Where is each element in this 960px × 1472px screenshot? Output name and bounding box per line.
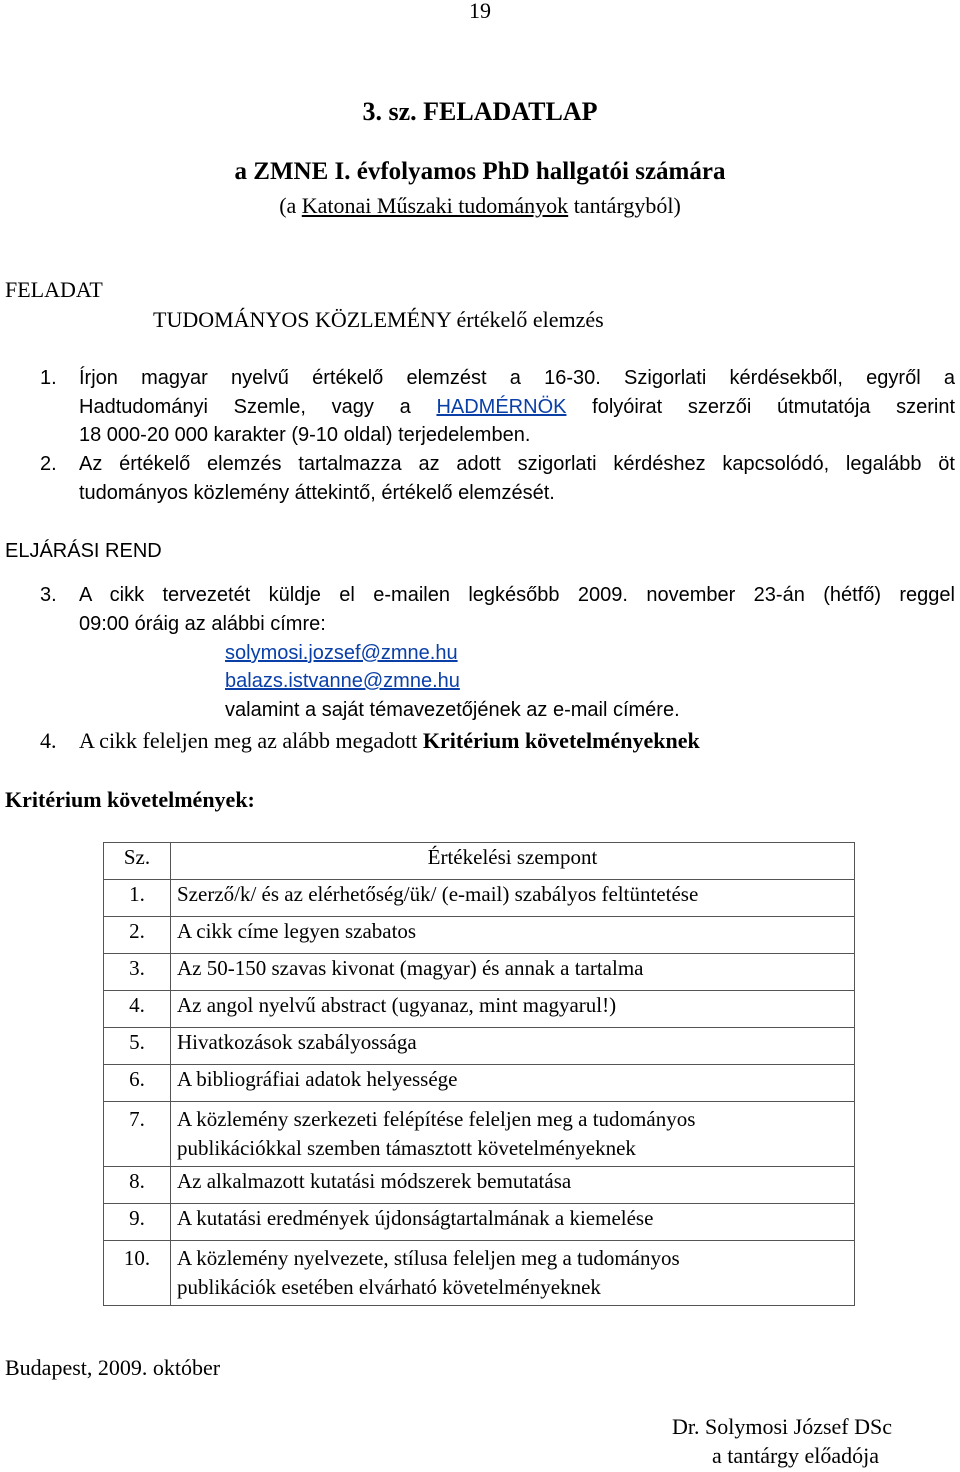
row-text: Az 50-150 szavas kivonat (magyar) és annak a tartalma — [171, 954, 855, 991]
item1-line1: Írjon magyar nyelvű értékelő elemzést a 16-30. Szigorlati kérdésekből, egyről a — [79, 367, 955, 389]
row-text-line2: publikációkkal szemben támasztott követelményeknek — [177, 1136, 636, 1160]
header-criterion: Értékelési szempont — [171, 843, 855, 880]
table-row — [104, 991, 855, 1028]
table-row — [104, 1028, 855, 1065]
signature-name: Dr. Solymosi József DSc — [672, 1414, 892, 1439]
row-number: 8. — [104, 1167, 171, 1204]
row-text: A bibliográfiai adatok helyessége — [171, 1065, 855, 1102]
place-date: Budapest, 2009. október — [5, 1355, 221, 1380]
table-row — [104, 1102, 855, 1167]
row-text: A kutatási eredmények újdonságtartalmának a kiemelése — [171, 1204, 855, 1241]
table-row — [104, 1167, 855, 1204]
table-row — [104, 1065, 855, 1102]
criteria-table — [103, 842, 855, 1306]
item1-line2 — [79, 396, 955, 419]
page-subtitle: a ZMNE I. évfolyamos PhD hallgatói számára — [234, 158, 726, 185]
header-number: Sz. — [104, 843, 171, 880]
item4-plain: A cikk feleljen meg az alább megadott — [79, 728, 423, 753]
item1-number: 1. — [40, 367, 57, 389]
item2-line1: Az értékelő elemzés tartalmazza az adott szigorlati kérdéshez kapcsolódó, legalább öt — [79, 453, 955, 475]
row-number: 6. — [104, 1065, 171, 1102]
item4-number: 4. — [40, 728, 57, 753]
row-number: 5. — [104, 1028, 171, 1065]
table-row — [104, 1204, 855, 1241]
row-number: 4. — [104, 991, 171, 1028]
email-link-balazs[interactable]: balazs.istvanne@zmne.hu — [225, 670, 460, 692]
section-task: FELADAT — [5, 277, 103, 302]
row-text: A cikk címe legyen szabatos — [171, 917, 855, 954]
subject-line — [0, 193, 960, 219]
row-text: Az angol nyelvű abstract (ugyanaz, mint magyarul!) — [171, 991, 855, 1028]
row-number: 7. — [104, 1102, 171, 1167]
hadmernok-link[interactable]: HADMÉRNÖK — [436, 396, 567, 418]
item3-number: 3. — [40, 584, 57, 606]
subject-prefix: (a — [279, 193, 302, 218]
table-row — [104, 917, 855, 954]
row-text-multiline — [171, 1102, 855, 1167]
row-number: 1. — [104, 880, 171, 917]
item3-line1: A cikk tervezetét küldje el e-mailen legkésőbb 2009. november 23-án (hétfő) reggel — [79, 584, 955, 606]
item1-line3: 18 000-20 000 karakter (9-10 oldal) terjedelemben. — [79, 424, 531, 446]
row-text-line1: A közlemény nyelvezete, stílusa feleljen meg a tudományos — [177, 1246, 680, 1270]
row-number: 3. — [104, 954, 171, 991]
item1-line2-suffix: folyóirat szerzői útmutatója szerint — [566, 396, 956, 418]
item2-line2: tudományos közlemény áttekintő, értékelő elemzését. — [79, 482, 555, 504]
item3-line2: 09:00 óráig az alábbi címre: — [79, 613, 326, 635]
criteria-heading: Kritérium követelmények: — [5, 787, 255, 812]
email-link-solymosi[interactable]: solymosi.jozsef@zmne.hu — [225, 642, 458, 664]
row-text: Hivatkozások szabályossága — [171, 1028, 855, 1065]
page-title: 3. sz. FELADATLAP — [362, 97, 598, 126]
signature-role: a tantárgy előadója — [712, 1443, 879, 1468]
task-title: TUDOMÁNYOS KÖZLEMÉNY értékelő elemzés — [153, 307, 604, 332]
table-row — [104, 1241, 855, 1306]
section-procedure: ELJÁRÁSI REND — [5, 540, 162, 562]
page-number: 19 — [469, 0, 491, 23]
item2-number: 2. — [40, 453, 57, 475]
row-text: Szerző/k/ és az elérhetőség/ük/ (e-mail) szabályos feltüntetése — [171, 880, 855, 917]
table-header-row — [104, 843, 855, 880]
table-row — [104, 880, 855, 917]
row-text-line1: A közlemény szerkezeti felépítése feleljen meg a tudományos — [177, 1107, 696, 1131]
item1-line2-prefix: Hadtudományi Szemle, vagy a — [79, 396, 437, 418]
row-text: Az alkalmazott kutatási módszerek bemutatása — [171, 1167, 855, 1204]
item4-text — [79, 728, 700, 754]
row-text-multiline — [171, 1241, 855, 1306]
subject-suffix: tantárgyból) — [568, 193, 681, 218]
row-number: 2. — [104, 917, 171, 954]
row-number: 9. — [104, 1204, 171, 1241]
row-number: 10. — [104, 1241, 171, 1306]
subject-name: Katonai Műszaki tudományok — [301, 193, 569, 218]
item4-bold: Kritérium követelményeknek — [422, 728, 700, 753]
table-row — [104, 954, 855, 991]
item3-line3: valamint a saját témavezetőjének az e-mail címére. — [225, 699, 680, 721]
row-text-line2: publikációk esetében elvárható követelményeknek — [177, 1275, 601, 1299]
